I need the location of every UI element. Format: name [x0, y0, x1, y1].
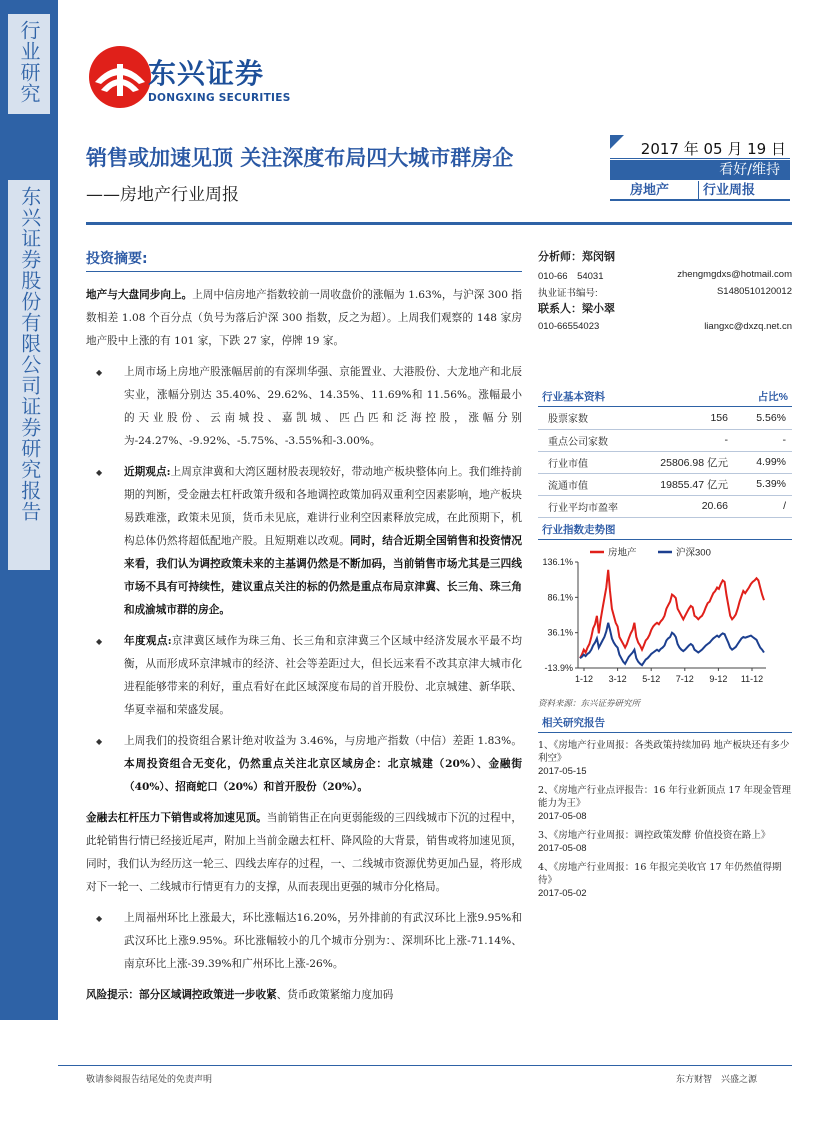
table-cell: 4.99%: [728, 451, 792, 473]
table-cell: -: [728, 429, 792, 451]
table-cell: 25806.98 亿元: [648, 451, 728, 473]
report-tags: [610, 181, 790, 201]
x-tick-label: 9-12: [709, 673, 728, 684]
related-title: 1、《房地产行业周报：各类政策持续加码 地产板块还有多少利空》: [538, 739, 790, 764]
table-cell: 重点公司家数: [538, 429, 648, 451]
bullet-3: ◆ 年度观点:京津冀区域作为珠三角、长三角和京津冀三个区域中经济发展水平最不均衡，从而形成环京津城市的经济、社会等差距过大，但长远来看不改其京津大城市化进程能够带来的利好，重点看好在此区域深度布局的首开股份、北京城建、新华联、华夏幸福和荣盛发展。: [86, 630, 522, 722]
analyst-email[interactable]: zhengmgdxs@hotmail.com: [677, 269, 792, 280]
table-cell: 行业平均市盈率: [538, 495, 648, 517]
y-tick-label: 86.1%: [547, 591, 573, 602]
contact-info: 010-66554023 liangxc@dxzq.net.cn: [538, 321, 792, 332]
sidebar-main: [0, 140, 58, 1020]
related-heading: 相关研究报告: [538, 715, 792, 733]
table-cell: /: [728, 495, 792, 517]
table-cell: 股票家数: [538, 407, 648, 429]
contact-name: 联系人：梁小翠: [538, 303, 615, 315]
right-column: [538, 248, 792, 900]
y-tick-label: -13.9%: [544, 662, 573, 673]
analyst-contact: 010-66 54031 zhengmgdxs@hotmail.com: [538, 269, 792, 282]
legend-label: 房地产: [608, 547, 637, 558]
related-title: 4、《房地产行业周报：16 年报完美收官 17 年仍然值得期待》: [538, 861, 782, 886]
bullet-1: ◆ 上周市场上房地产股涨幅居前的有深圳华强、京能置业、大港股份、大龙地产和北辰实业，涨幅分别达 35.40%、29.62%、14.35%、11.69%和 11.56%。涨幅最小的天业股份、云南城投、嘉凯城、匹凸匹和泛海控股，涨幅分别为-24.27%、-9.92%、-5.75%、-3.55%和-3.00%。: [86, 361, 522, 453]
footer-disclaimer[interactable]: 敬请参阅报告结尾处的免责声明: [86, 1075, 213, 1085]
company-label: 东兴证券股份有限公司证券研究报告: [8, 180, 50, 570]
related-date: 2017-05-08: [538, 842, 587, 854]
summary-heading: 投资摘要:: [86, 248, 522, 272]
series-line: [580, 622, 764, 664]
list-item[interactable]: [538, 784, 792, 823]
table-row: [538, 407, 792, 429]
bullet-2: ◆ 近期观点:上周京津冀和大湾区题材股表现较好，带动地产板块整体向上。我们维持前期的判断，受金融去杠杆政策升级和各地调控政策加码双重利空因素影响，地产板块易跌难涨，政策未见顶，货币未见底，难讲行业利空因素释放完成，在此预期下，机构总体仍然将超低配地产股。且短期难以改观。同时，结合近期全国销售和投资情况来看，我们认为调控政策未来的主基调仍然是不断加码，当前销售市场尤其是三四线市场不具有可持续性，建议重点关注的标的仍然是重点布局京津冀、长三角、珠三角和成渝城市群的房企。: [86, 461, 522, 622]
footer-divider: [58, 1065, 792, 1066]
table-cell: 流通市值: [538, 473, 648, 495]
industry-data-header: 行业基本资料 占比%: [538, 389, 792, 407]
summary-paragraph-1: 地产与大盘同步向上。上周中信房地产指数较前一周收盘价的涨幅为 1.63%，与沪深 300 指数相差 1.08 个百分点（负号为落后沪深 300 指数，反之为超）。上周我们观察的 148 家房地产股中上涨的有 101 家，下跌 27 家，停牌 19 家。: [86, 289, 522, 347]
report-type-label: 行业研究: [8, 14, 50, 114]
index-trend-chart: [538, 540, 792, 690]
x-tick-label: 1-12: [574, 673, 594, 684]
table-row: [538, 429, 792, 451]
related-title: 2、《房地产行业点评报告：16 年行业新顶点 17 年现金管理能力为王》: [538, 784, 792, 809]
chart-source: 资料来源：东兴证券研究所: [538, 698, 641, 709]
analyst-cert: 执业证书编号: S1480510120012: [538, 286, 792, 299]
list-item[interactable]: [538, 861, 792, 900]
logo-name-cn: 东兴证券: [148, 57, 265, 90]
list-item[interactable]: [538, 829, 792, 855]
logo-name-en: DONGXING SECURITIES: [148, 92, 291, 104]
date-box: [610, 135, 790, 159]
summary-paragraph-2: 金融去杠杆压力下销售或将加速见顶。当前销售正在向更弱能级的三四线城市下沉的过程中，此轮销售行情已经接近尾声，附加上当前金融去杠杆、降风险的大背景，销售或将加速见顶，同时，我们认为经历这一轮三、四线去库存的过程，一、二线城市资源优势更加凸显，将形成对下一轮一、二线城市行情更有力的支撑，从而表现出更强的城市分化格局。: [86, 812, 522, 893]
sidebar-top: [0, 0, 58, 140]
chart-heading: 行业指数走势图: [538, 522, 792, 540]
x-tick-label: 11-12: [740, 673, 764, 684]
table-cell: 5.56%: [728, 407, 792, 429]
summary-section: [86, 248, 522, 1007]
footer-slogan: 东方财智 兴盛之源: [676, 1075, 758, 1085]
table-row: [538, 495, 792, 517]
date-triangle-icon: [610, 135, 624, 149]
bullet-4: ◆ 上周我们的投资组合累计绝对收益为 3.46%，与房地产指数（中信）差距 1.83%。本周投资组合无变化，仍然重点关注北京区域房企：北京城建（20%）、金融街（40%）、招商蛇口（20%）和首开股份（20%）。: [86, 730, 522, 799]
tag-industry: 房地产: [630, 183, 670, 198]
bullet-5: ◆ 上周福州环比上涨最大，环比涨幅达16.20%，另外排前的有武汉环比上涨9.95%和武汉环比上涨9.95%。环比涨幅较小的几个城市分别为：、深圳环比上涨-71.14%、南京环比上涨-39.39%和广州环比上涨-26%。: [86, 907, 522, 976]
x-tick-label: 7-12: [675, 673, 694, 684]
x-tick-label: 3-12: [608, 673, 627, 684]
report-date: 2017 年 05 月 19 日: [640, 140, 786, 158]
legend-label: 沪深300: [676, 547, 711, 558]
report-subtitle: ——房地产行业周报: [86, 185, 239, 205]
table-cell: 行业市值: [538, 451, 648, 473]
table-cell: -: [648, 429, 728, 451]
table-cell: 156: [648, 407, 728, 429]
contact-email[interactable]: liangxc@dxzq.net.cn: [704, 321, 792, 332]
related-date: 2017-05-08: [538, 810, 587, 822]
table-cell: 20.66: [648, 495, 728, 517]
risk-note: 风险提示：部分区域调控政策进一步收紧、货币政策紧缩力度加码: [86, 989, 394, 1001]
report-title: 销售或加速见顶 关注深度布局四大城市群房企: [86, 146, 514, 170]
header-divider: [86, 222, 792, 225]
table-row: [538, 451, 792, 473]
analyst-name: 分析师：郑闵钢: [538, 251, 615, 263]
table-row: [538, 473, 792, 495]
list-item[interactable]: [538, 739, 792, 778]
related-list: [538, 739, 792, 900]
industry-data-table: [538, 407, 792, 518]
related-date: 2017-05-15: [538, 765, 587, 777]
table-cell: 19855.47 亿元: [648, 473, 728, 495]
y-tick-label: 136.1%: [542, 556, 573, 567]
table-cell: 5.39%: [728, 473, 792, 495]
related-title: 3、《房地产行业周报：调控政策发酵 价值投资在路上》: [538, 829, 771, 841]
tag-type: 行业周报: [698, 181, 755, 201]
rating-badge: 看好/维持: [610, 160, 790, 180]
y-tick-label: 36.1%: [547, 627, 573, 638]
related-date: 2017-05-02: [538, 887, 587, 899]
x-tick-label: 5-12: [642, 673, 661, 684]
